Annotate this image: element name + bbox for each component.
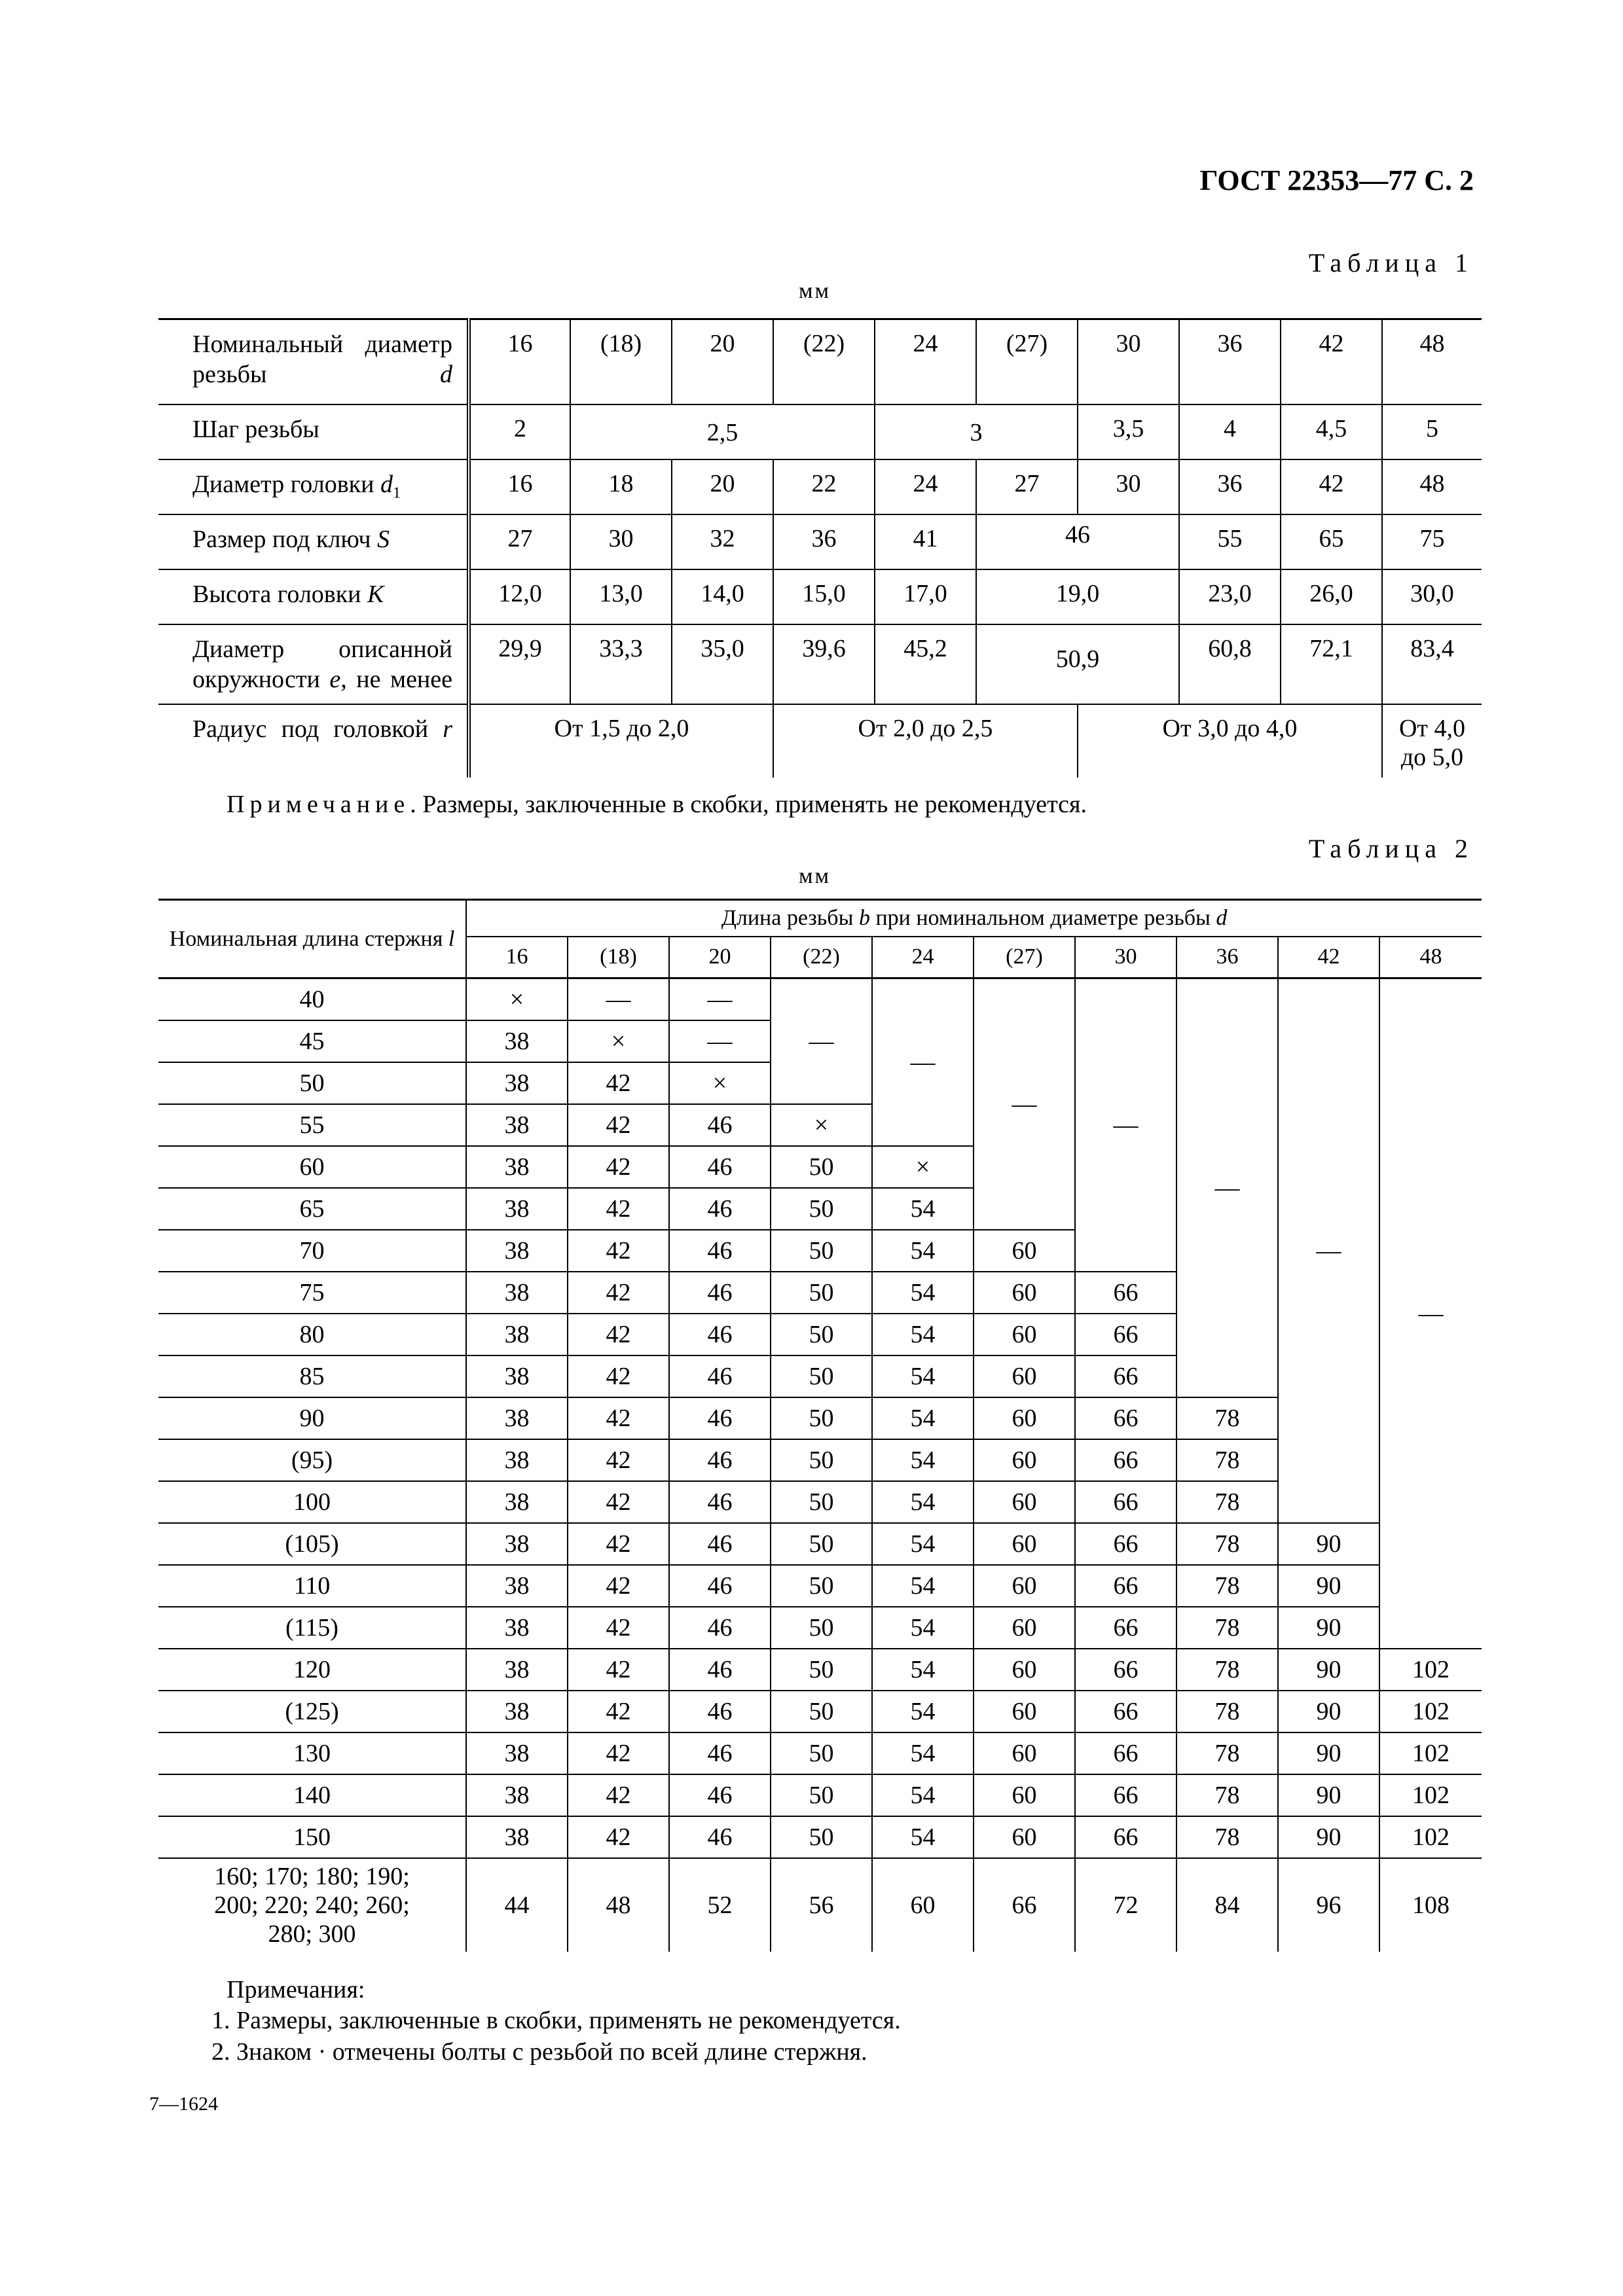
thread-length-cell: 38 [466,1607,568,1649]
page-header: ГОСТ 22353—77 С. 2 [1199,164,1474,196]
diameter-header: 42 [1278,937,1379,978]
thread-length-cell: 66 [1075,1565,1176,1607]
diameter-header: (18) [568,937,669,978]
cell: 4,5 [1281,404,1382,459]
cell: 55 [1179,514,1281,569]
thread-length-cell: 66 [1075,1272,1176,1314]
cell: 30 [1078,319,1179,404]
table2-label: Таблица 2 [1308,834,1474,863]
thread-length-cell: 38 [466,1481,568,1523]
thread-length-cell: 50 [771,1732,872,1774]
thread-length-cell: 46 [669,1230,771,1272]
thread-length-cell: 38 [466,1020,568,1062]
table1-row-d1 [158,459,1482,514]
thread-length-cell: 78 [1176,1732,1278,1774]
thread-length-cell: 50 [771,1397,872,1439]
thread-length-cell: 60 [974,1774,1075,1816]
thread-length-cell: 60 [974,1272,1075,1314]
dash-cell: — [669,1020,771,1062]
thread-length-cell: 78 [1176,1774,1278,1816]
cell: 17,0 [875,569,976,624]
thread-length-cell: 66 [1075,1649,1176,1691]
rowhead: Номинальная длина стержня l [158,900,466,978]
thread-length-cell: 46 [669,1355,771,1397]
thread-length-cell: 42 [568,1565,669,1607]
cell: 14,0 [672,569,773,624]
thread-length-cell: 54 [872,1691,974,1732]
page-footer: 7—1624 [149,2093,218,2115]
length-cell: 100 [158,1481,466,1523]
row-label: Диаметр головки $d_1$ [158,459,469,514]
thread-length-cell: 102 [1379,1774,1482,1816]
length-cell: 40 [158,978,466,1020]
cell: 18 [570,459,672,514]
thread-length-cell: 38 [466,1439,568,1481]
thread-length-cell: 66 [1075,1439,1176,1481]
thread-length-cell: 42 [568,1816,669,1858]
table1-row-d [158,319,1482,404]
cell: 75 [1382,514,1482,569]
thread-length-cell: 48 [568,1858,669,1952]
thread-length-cell: 60 [974,1314,1075,1355]
thread-length-cell: 50 [771,1230,872,1272]
thread-length-cell: 42 [568,1607,669,1649]
thread-length-cell: 78 [1176,1816,1278,1858]
thread-length-cell: 38 [466,1565,568,1607]
thread-length-cell: 78 [1176,1649,1278,1691]
table-row [158,1691,1482,1732]
thread-length-cell: 50 [771,1439,872,1481]
row-label: Высота головки K [158,569,469,624]
cell: 24 [875,319,976,404]
thread-length-cell: 42 [568,1732,669,1774]
thread-length-cell: 78 [1176,1565,1278,1607]
length-cell: 160; 170; 180; 190; 200; 220; 240; 260; 280; 300 [214,1862,410,1948]
thread-length-cell: 50 [771,1188,872,1230]
thread-length-cell: 42 [568,1355,669,1397]
thread-length-cell: 54 [872,1732,974,1774]
thread-length-cell: 54 [872,1272,974,1314]
row-label: Шаг резьбы [158,404,469,459]
dash-cell: — [1379,978,1482,1649]
length-cell: 130 [158,1732,466,1774]
length-cell: 110 [158,1565,466,1607]
thread-length-cell: 78 [1176,1481,1278,1523]
cell: От 2,0 до 2,5 [773,704,1078,778]
thread-length-cell: 84 [1176,1858,1278,1952]
thread-length-cell: 42 [568,1439,669,1481]
cell: От 3,0 до 4,0 [1078,704,1382,778]
thread-length-cell: 38 [466,1397,568,1439]
thread-length-cell: 66 [1075,1774,1176,1816]
thread-length-cell: 38 [466,1691,568,1732]
cell: 26,0 [1281,569,1382,624]
table-row [158,1523,1482,1565]
thread-length-cell: 38 [466,1816,568,1858]
thread-length-cell: 60 [974,1732,1075,1774]
row-label: Номинальный диаметр резьбы d [158,319,469,404]
thread-length-cell: 38 [466,1272,568,1314]
table-row [158,1607,1482,1649]
thread-length-cell: 46 [669,1272,771,1314]
dash-cell: — [669,978,771,1020]
diameter-header: 30 [1075,937,1176,978]
thread-length-cell: 102 [1379,1732,1482,1774]
table2-notes-title: Примечания: [227,1976,365,2003]
diameter-header: 24 [872,937,974,978]
thread-length-cell: 46 [669,1314,771,1355]
cell: 32 [672,514,773,569]
thread-length-cell: 38 [466,1523,568,1565]
thread-length-cell: 50 [771,1816,872,1858]
cell: 16 [469,459,570,514]
cell: 46 [976,514,1179,569]
thread-length-cell: 50 [771,1565,872,1607]
cell: 60,8 [1179,624,1281,704]
thread-length-cell: 42 [568,1523,669,1565]
thread-length-cell: 42 [568,1230,669,1272]
cell: 72,1 [1281,624,1382,704]
cell: От 4,0 до 5,0 [1382,704,1482,778]
row-label: Размер под ключ S [158,514,469,569]
thread-length-cell: 54 [872,1649,974,1691]
thread-length-cell: 60 [974,1397,1075,1439]
cell: 2 [469,404,570,459]
thread-length-cell: 46 [669,1816,771,1858]
dash-cell: — [771,978,872,1104]
thread-length-cell: 46 [669,1774,771,1816]
cross-cell: × [872,1146,974,1188]
cross-cell: × [669,1062,771,1104]
thread-length-cell: 46 [669,1649,771,1691]
cell: 12,0 [469,569,570,624]
thread-length-cell: 66 [974,1858,1075,1952]
cell: 20 [672,319,773,404]
thread-length-cell: 46 [669,1146,771,1188]
thread-length-cell: 90 [1278,1774,1379,1816]
thread-length-cell: 42 [568,1774,669,1816]
length-cell: 75 [158,1272,466,1314]
thread-length-cell: 50 [771,1691,872,1732]
table2 [158,899,1482,1952]
length-cell: 70 [158,1230,466,1272]
cell: 65 [1281,514,1382,569]
thread-length-cell: 38 [466,1732,568,1774]
thread-length-cell: 96 [1278,1858,1379,1952]
thread-length-cell: 46 [669,1607,771,1649]
thread-length-cell: 46 [669,1732,771,1774]
cross-cell: × [466,978,568,1020]
cell: 30,0 [1382,569,1482,624]
thread-length-cell: 42 [568,1481,669,1523]
thread-length-cell: 60 [974,1439,1075,1481]
thread-length-cell: 60 [974,1607,1075,1649]
thread-length-cell: 90 [1278,1732,1379,1774]
cell: (18) [570,319,672,404]
cell: 41 [875,514,976,569]
thread-length-cell: 42 [568,1314,669,1355]
table1-note: Примечание. Размеры, заключенные в скобки, применять не рекомендуется. [227,791,1087,818]
length-cell: (115) [158,1607,466,1649]
table1 [158,318,1482,778]
length-cell: (105) [158,1523,466,1565]
thread-length-cell: 42 [568,1397,669,1439]
cell: 13,0 [570,569,672,624]
thread-length-cell: 50 [771,1314,872,1355]
thread-length-cell: 78 [1176,1397,1278,1439]
cell: 48 [1382,319,1482,404]
thread-length-cell: 38 [466,1355,568,1397]
thread-length-cell: 38 [466,1230,568,1272]
thread-length-cell: 60 [974,1691,1075,1732]
thread-length-cell: 72 [1075,1858,1176,1952]
thread-length-cell: 60 [974,1230,1075,1272]
cell: 3,5 [1078,404,1179,459]
table-row [158,978,1482,1020]
diameter-header: 20 [669,937,771,978]
cell: 83,4 [1382,624,1482,704]
table2-units: мм [799,864,831,888]
cell: 36 [773,514,875,569]
cell: 29,9 [469,624,570,704]
cell: 42 [1281,459,1382,514]
cell: 30 [1078,459,1179,514]
cell: От 1,5 до 2,0 [469,704,773,778]
thread-length-cell: 66 [1075,1481,1176,1523]
length-cell: 85 [158,1355,466,1397]
thread-length-cell: 54 [872,1565,974,1607]
cell: 27 [469,514,570,569]
cross-cell: × [771,1104,872,1146]
thread-length-cell: 42 [568,1104,669,1146]
cross-cell: × [568,1020,669,1062]
table-row [158,1816,1482,1858]
thread-length-cell: 66 [1075,1314,1176,1355]
cell: 48 [1382,459,1482,514]
cell: 16 [469,319,570,404]
diameter-header: 48 [1379,937,1482,978]
table2-note-2: 2. Знаком · отмечены болты с резьбой по всей длине стержня. [211,2038,867,2066]
thread-length-cell: 46 [669,1565,771,1607]
thread-length-cell: 54 [872,1314,974,1355]
length-cell: 55 [158,1104,466,1146]
table-row [158,1649,1482,1691]
cell: 15,0 [773,569,875,624]
thread-length-cell: 56 [771,1858,872,1952]
length-cell: 140 [158,1774,466,1816]
length-cell: 150 [158,1816,466,1858]
cell: 24 [875,459,976,514]
dash-cell: — [568,978,669,1020]
table1-label: Таблица 1 [1308,248,1474,278]
thread-length-cell: 78 [1176,1691,1278,1732]
thread-length-cell: 50 [771,1146,872,1188]
thread-length-cell: 46 [669,1104,771,1146]
cell: 20 [672,459,773,514]
thread-length-cell: 78 [1176,1607,1278,1649]
thread-length-cell: 66 [1075,1816,1176,1858]
thread-length-cell: 66 [1075,1355,1176,1397]
cell: 2,5 [570,404,875,459]
diameter-header: 16 [466,937,568,978]
cell: 22 [773,459,875,514]
row-label: Диаметр описанной окружности e, не менее [158,624,469,704]
thread-length-cell: 102 [1379,1649,1482,1691]
thread-length-cell: 42 [568,1188,669,1230]
dash-cell: — [1075,978,1176,1272]
length-cell: 65 [158,1188,466,1230]
diameter-header: 36 [1176,937,1278,978]
length-cell: 50 [158,1062,466,1104]
table-row [158,1774,1482,1816]
cell: 30 [570,514,672,569]
thread-length-cell: 54 [872,1774,974,1816]
table-row [158,1858,1482,1952]
thread-length-cell: 46 [669,1691,771,1732]
table-row [158,1732,1482,1774]
thread-length-cell: 46 [669,1439,771,1481]
thread-length-cell: 60 [872,1858,974,1952]
thread-length-cell: 42 [568,1272,669,1314]
cell: 19,0 [976,569,1179,624]
thread-length-cell: 50 [771,1607,872,1649]
thread-length-cell: 78 [1176,1523,1278,1565]
thread-length-cell: 38 [466,1774,568,1816]
thread-length-cell: 90 [1278,1691,1379,1732]
length-cell: 80 [158,1314,466,1355]
thread-length-cell: 50 [771,1649,872,1691]
diameter-header: (22) [771,937,872,978]
cell: 33,3 [570,624,672,704]
thread-length-cell: 90 [1278,1816,1379,1858]
thread-length-cell: 38 [466,1649,568,1691]
cell: 35,0 [672,624,773,704]
thread-length-cell: 46 [669,1397,771,1439]
thread-length-cell: 60 [974,1816,1075,1858]
thread-length-cell: 38 [466,1146,568,1188]
length-cell: (125) [158,1691,466,1732]
thread-length-cell: 54 [872,1230,974,1272]
thread-length-cell: 102 [1379,1816,1482,1858]
colhead: Длина резьбы b при номинальном диаметре резьбы d [466,900,1482,937]
thread-length-cell: 54 [872,1607,974,1649]
table1-units: мм [799,279,831,303]
thread-length-cell: 90 [1278,1565,1379,1607]
dash-cell: — [1176,978,1278,1397]
thread-length-cell: 38 [466,1062,568,1104]
thread-length-cell: 50 [771,1355,872,1397]
thread-length-cell: 66 [1075,1607,1176,1649]
dash-cell: — [974,978,1075,1230]
table1-row-e [158,624,1482,704]
cell: (22) [773,319,875,404]
thread-length-cell: 50 [771,1481,872,1523]
thread-length-cell: 102 [1379,1691,1482,1732]
thread-length-cell: 66 [1075,1523,1176,1565]
thread-length-cell: 38 [466,1104,568,1146]
thread-length-cell: 42 [568,1649,669,1691]
cell: 23,0 [1179,569,1281,624]
thread-length-cell: 60 [974,1649,1075,1691]
thread-length-cell: 50 [771,1272,872,1314]
thread-length-cell: 46 [669,1188,771,1230]
table1-row-k [158,569,1482,624]
table2-note-1: 1. Размеры, заключенные в скобки, применять не рекомендуется. [211,2007,901,2034]
cell: 4 [1179,404,1281,459]
cell: 45,2 [875,624,976,704]
cell: 3 [875,404,1078,459]
thread-length-cell: 42 [568,1062,669,1104]
thread-length-cell: 54 [872,1523,974,1565]
dash-cell: — [1278,978,1379,1523]
thread-length-cell: 50 [771,1523,872,1565]
cell: 27 [976,459,1078,514]
cell: 39,6 [773,624,875,704]
row-label: Радиус под головкой r [192,715,452,743]
table1-row-s [158,514,1482,569]
thread-length-cell: 90 [1278,1607,1379,1649]
cell: 36 [1179,319,1281,404]
thread-length-cell: 66 [1075,1397,1176,1439]
table-row [158,1565,1482,1607]
thread-length-cell: 90 [1278,1649,1379,1691]
thread-length-cell: 52 [669,1858,771,1952]
thread-length-cell: 38 [466,1314,568,1355]
thread-length-cell: 46 [669,1481,771,1523]
cell: 42 [1281,319,1382,404]
thread-length-cell: 42 [568,1691,669,1732]
thread-length-cell: 60 [974,1481,1075,1523]
thread-length-cell: 54 [872,1439,974,1481]
thread-length-cell: 38 [466,1188,568,1230]
thread-length-cell: 66 [1075,1732,1176,1774]
cell: 36 [1179,459,1281,514]
thread-length-cell: 50 [771,1774,872,1816]
diameter-header: (27) [974,937,1075,978]
thread-length-cell: 90 [1278,1523,1379,1565]
thread-length-cell: 60 [974,1565,1075,1607]
dash-cell: — [872,978,974,1146]
thread-length-cell: 54 [872,1355,974,1397]
thread-length-cell: 44 [466,1858,568,1952]
cell: (27) [976,319,1078,404]
length-cell: 90 [158,1397,466,1439]
thread-length-cell: 46 [669,1523,771,1565]
thread-length-cell: 108 [1379,1858,1482,1952]
thread-length-cell: 54 [872,1397,974,1439]
cell: 50,9 [976,624,1179,704]
thread-length-cell: 66 [1075,1691,1176,1732]
thread-length-cell: 60 [974,1523,1075,1565]
length-cell: 60 [158,1146,466,1188]
table1-row-pitch [158,404,1482,459]
thread-length-cell: 54 [872,1188,974,1230]
length-cell: 120 [158,1649,466,1691]
thread-length-cell: 42 [568,1146,669,1188]
thread-length-cell: 54 [872,1816,974,1858]
length-cell: 45 [158,1020,466,1062]
thread-length-cell: 54 [872,1481,974,1523]
thread-length-cell: 60 [974,1355,1075,1397]
length-cell: (95) [158,1439,466,1481]
table1-row-r [158,704,1482,778]
cell: 5 [1382,404,1482,459]
thread-length-cell: 78 [1176,1439,1278,1481]
